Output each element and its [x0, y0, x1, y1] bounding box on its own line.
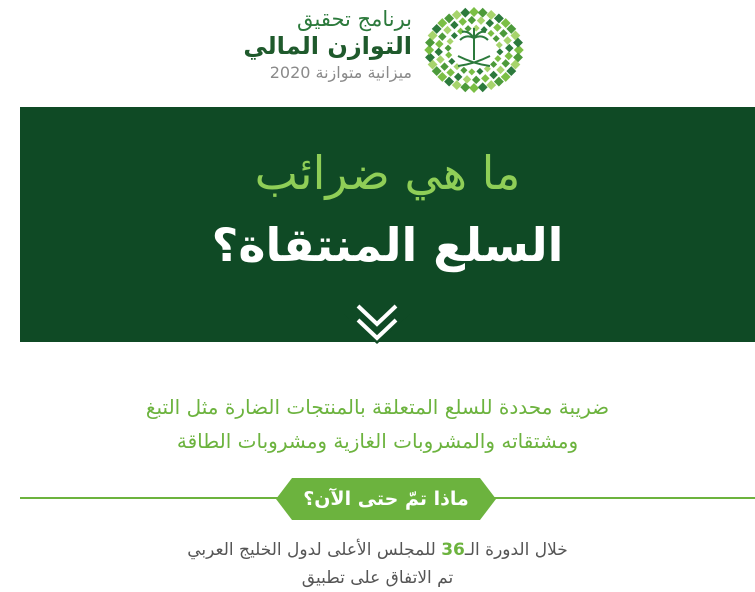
- emblem-square: [445, 51, 452, 58]
- emblem-square: [489, 71, 497, 79]
- emblem-square: [499, 29, 507, 37]
- emblem-square: [454, 73, 462, 81]
- emblem-square: [463, 75, 471, 83]
- emblem-square: [458, 17, 466, 25]
- emblem-square: [436, 55, 444, 63]
- emblem-square: [496, 41, 503, 48]
- emblem-square: [460, 67, 467, 74]
- body-prefix: خلال الدورة الـ: [464, 540, 568, 560]
- description-line1: ضريبة محددة للسلع المتعلقة بالمنتجات الضارة مثل التبغ: [145, 395, 610, 419]
- emblem-square: [446, 68, 454, 76]
- emblem-square: [476, 68, 483, 75]
- double-chevron-down-icon: [344, 296, 410, 356]
- emblem-square: [472, 76, 480, 84]
- emblem-square: [469, 83, 479, 93]
- program-name-line1: برنامج تحقيق: [296, 7, 412, 31]
- emblem-square: [440, 62, 448, 70]
- body-paragraph: [120, 536, 635, 592]
- emblem-square: [487, 30, 494, 37]
- program-tagline: ميزانية متوازنة 2020: [269, 63, 412, 82]
- body-line2: تم الاتفاق على تطبيق: [301, 568, 454, 588]
- emblem-square: [496, 48, 503, 55]
- emblem-square: [490, 61, 497, 68]
- emblem-square: [435, 40, 443, 48]
- emblem-square: [445, 45, 452, 52]
- session-number: 36: [441, 540, 465, 560]
- emblem-square: [478, 8, 488, 18]
- emblem-square: [468, 16, 476, 24]
- emblem-square: [493, 23, 501, 31]
- section-divider-right: [486, 497, 755, 499]
- emblem-square: [496, 66, 504, 74]
- emblem-square: [504, 52, 512, 60]
- emblem-square: [460, 82, 470, 92]
- emblem-square: [501, 59, 509, 67]
- emblem-square: [494, 55, 501, 62]
- hero-title-line2: السلع المنتقاة؟: [211, 218, 564, 272]
- emblem-square: [434, 48, 442, 56]
- emblem-square: [477, 16, 485, 24]
- emblem-square: [448, 58, 455, 65]
- emblem-square: [438, 32, 446, 40]
- emblem-square: [493, 35, 500, 42]
- emblem-square: [478, 82, 488, 92]
- emblem-square: [468, 68, 475, 75]
- emblem-square: [486, 19, 494, 27]
- emblem-square: [505, 44, 513, 52]
- section-divider-left: [20, 497, 290, 499]
- program-logo-text: [240, 6, 412, 84]
- hero-title-line1: ما هي ضرائب: [254, 146, 521, 200]
- emblem-square: [460, 8, 470, 18]
- emblem-square: [447, 38, 454, 45]
- emblem-square: [469, 7, 479, 17]
- emblem-square: [450, 21, 458, 29]
- section-heading: ماذا تمّ حتى الآن؟: [303, 488, 469, 510]
- description-line2: ومشتقاته والمشروبات الغازية ومشروبات الطاقة: [176, 429, 579, 453]
- emblem-square: [503, 36, 511, 44]
- saudi-palm-swords-emblem-icon: [424, 8, 524, 92]
- body-line1: [120, 536, 635, 564]
- emblem-square: [481, 74, 489, 82]
- description: [60, 390, 695, 458]
- emblem-square: [451, 32, 458, 39]
- program-name-line2: التوازن المالي: [243, 32, 412, 60]
- emblem-square: [443, 26, 451, 34]
- body-suffix: للمجلس الأعلى لدول الخليج العربي: [187, 540, 442, 560]
